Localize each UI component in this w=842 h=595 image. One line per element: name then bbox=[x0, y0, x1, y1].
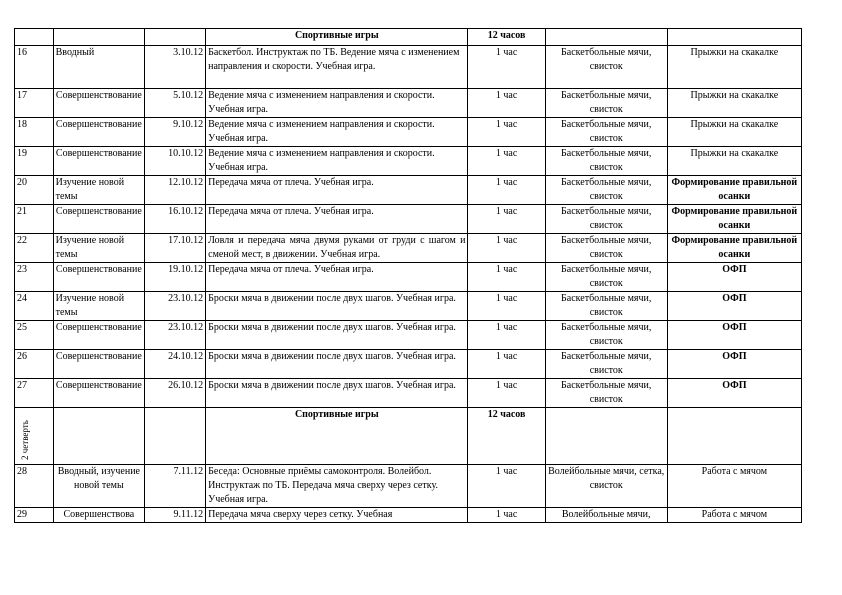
lesson-homework: ОФП bbox=[667, 350, 801, 379]
lesson-homework: Работа с мячом bbox=[667, 465, 801, 508]
lesson-hours: 1 час bbox=[468, 508, 545, 523]
section-title: Спортивные игры bbox=[206, 29, 468, 46]
lesson-content: Передача мяча от плеча. Учебная игра. bbox=[206, 263, 468, 292]
lesson-type: Совершенствова bbox=[53, 508, 145, 523]
lesson-date: 17.10.12 bbox=[145, 234, 206, 263]
empty-cell bbox=[53, 408, 145, 465]
quarter-label-cell bbox=[15, 408, 54, 465]
row-number: 26 bbox=[15, 350, 54, 379]
lesson-hours: 1 час bbox=[468, 147, 545, 176]
lesson-hours: 1 час bbox=[468, 234, 545, 263]
lesson-hours: 1 час bbox=[468, 292, 545, 321]
lesson-homework: Формирование правильной осанки bbox=[667, 234, 801, 263]
table-row bbox=[15, 46, 802, 89]
table-row bbox=[15, 292, 802, 321]
lesson-content: Ведение мяча с изменением направления и скорости. Учебная игра. bbox=[206, 118, 468, 147]
empty-cell bbox=[53, 29, 145, 46]
table-row bbox=[15, 321, 802, 350]
lesson-equipment: Баскетбольные мячи, свисток bbox=[545, 147, 667, 176]
lesson-date: 26.10.12 bbox=[145, 379, 206, 408]
lesson-content: Беседа: Основные приёмы самоконтроля. Волейбол. Инструктаж по ТБ. Передача мяча сверху через сетку. Учебная игра. bbox=[206, 465, 468, 508]
lesson-type: Изучение новой темы bbox=[53, 292, 145, 321]
table-row bbox=[15, 147, 802, 176]
row-number: 23 bbox=[15, 263, 54, 292]
lesson-date: 12.10.12 bbox=[145, 176, 206, 205]
lesson-equipment: Волейбольные мячи, сетка, свисток bbox=[545, 465, 667, 508]
lesson-content: Ловля и передача мяча двумя руками от груди с шагом и сменой мест, в движении. Учебная игра. bbox=[206, 234, 468, 263]
lesson-content: Броски мяча в движении после двух шагов. Учебная игра. bbox=[206, 379, 468, 408]
lesson-homework: Работа с мячом bbox=[667, 508, 801, 523]
lesson-type: Совершенствование bbox=[53, 89, 145, 118]
lesson-hours: 1 час bbox=[468, 350, 545, 379]
lesson-homework: Прыжки на скакалке bbox=[667, 118, 801, 147]
lesson-date: 9.11.12 bbox=[145, 508, 206, 523]
row-number: 22 bbox=[15, 234, 54, 263]
lesson-equipment: Волейбольные мячи, bbox=[545, 508, 667, 523]
lesson-hours: 1 час bbox=[468, 379, 545, 408]
section-hours: 12 часов bbox=[468, 29, 545, 46]
lesson-hours: 1 час bbox=[468, 46, 545, 89]
lesson-equipment: Баскетбольные мячи, свисток bbox=[545, 205, 667, 234]
lesson-content: Броски мяча в движении после двух шагов. Учебная игра. bbox=[206, 292, 468, 321]
lesson-date: 7.11.12 bbox=[145, 465, 206, 508]
lesson-type: Совершенствование bbox=[53, 118, 145, 147]
row-number: 29 bbox=[15, 508, 54, 523]
row-number: 24 bbox=[15, 292, 54, 321]
section-header-row bbox=[15, 29, 802, 46]
table-row bbox=[15, 118, 802, 147]
empty-cell bbox=[15, 29, 54, 46]
lesson-date: 19.10.12 bbox=[145, 263, 206, 292]
table-row bbox=[15, 379, 802, 408]
lesson-date: 24.10.12 bbox=[145, 350, 206, 379]
table-row bbox=[15, 89, 802, 118]
lesson-homework: ОФП bbox=[667, 321, 801, 350]
lesson-type: Совершенствование bbox=[53, 263, 145, 292]
lesson-hours: 1 час bbox=[468, 263, 545, 292]
lesson-homework: ОФП bbox=[667, 292, 801, 321]
lesson-homework: ОФП bbox=[667, 379, 801, 408]
empty-cell bbox=[145, 29, 206, 46]
table-row bbox=[15, 234, 802, 263]
table-row bbox=[15, 263, 802, 292]
row-number: 17 bbox=[15, 89, 54, 118]
row-number: 20 bbox=[15, 176, 54, 205]
lesson-equipment: Баскетбольные мячи, свисток bbox=[545, 234, 667, 263]
lesson-type: Изучение новой темы bbox=[53, 234, 145, 263]
lesson-type: Изучение новой темы bbox=[53, 176, 145, 205]
lesson-plan-table bbox=[14, 28, 802, 523]
lesson-type: Совершенствование bbox=[53, 379, 145, 408]
lesson-content: Баскетбол. Инструктаж по ТБ. Ведение мяча с изменением направления и скорости. Учебная игра. bbox=[206, 46, 468, 89]
lesson-equipment: Баскетбольные мячи, свисток bbox=[545, 321, 667, 350]
row-number: 27 bbox=[15, 379, 54, 408]
quarter-label: 2 четверть bbox=[20, 420, 30, 460]
lesson-content: Ведение мяча с изменением направления и скорости. Учебная игра. bbox=[206, 147, 468, 176]
lesson-homework: Формирование правильной осанки bbox=[667, 205, 801, 234]
row-number: 19 bbox=[15, 147, 54, 176]
lesson-equipment: Баскетбольные мячи, свисток bbox=[545, 292, 667, 321]
lesson-hours: 1 час bbox=[468, 205, 545, 234]
lesson-hours: 1 час bbox=[468, 321, 545, 350]
empty-cell bbox=[545, 29, 667, 46]
table-row bbox=[15, 508, 802, 523]
lesson-equipment: Баскетбольные мячи, свисток bbox=[545, 263, 667, 292]
lesson-hours: 1 час bbox=[468, 465, 545, 508]
table-row bbox=[15, 176, 802, 205]
quarter-header-row bbox=[15, 408, 802, 465]
empty-cell bbox=[667, 408, 801, 465]
row-number: 28 bbox=[15, 465, 54, 508]
lesson-type: Вводный, изучение новой темы bbox=[53, 465, 145, 508]
lesson-content: Передача мяча от плеча. Учебная игра. bbox=[206, 205, 468, 234]
table-row bbox=[15, 205, 802, 234]
lesson-equipment: Баскетбольные мячи, свисток bbox=[545, 46, 667, 89]
lesson-homework: Прыжки на скакалке bbox=[667, 89, 801, 118]
row-number: 25 bbox=[15, 321, 54, 350]
lesson-homework: ОФП bbox=[667, 263, 801, 292]
row-number: 21 bbox=[15, 205, 54, 234]
lesson-hours: 1 час bbox=[468, 118, 545, 147]
lesson-homework: Прыжки на скакалке bbox=[667, 46, 801, 89]
lesson-content: Броски мяча в движении после двух шагов. Учебная игра. bbox=[206, 321, 468, 350]
lesson-content: Передача мяча от плеча. Учебная игра. bbox=[206, 176, 468, 205]
lesson-date: 3.10.12 bbox=[145, 46, 206, 89]
lesson-content: Броски мяча в движении после двух шагов. Учебная игра. bbox=[206, 350, 468, 379]
lesson-type: Совершенствование bbox=[53, 321, 145, 350]
lesson-equipment: Баскетбольные мячи, свисток bbox=[545, 176, 667, 205]
table-row bbox=[15, 465, 802, 508]
section-hours: 12 часов bbox=[468, 408, 545, 465]
lesson-type: Совершенствование bbox=[53, 147, 145, 176]
lesson-equipment: Баскетбольные мячи, свисток bbox=[545, 118, 667, 147]
lesson-date: 9.10.12 bbox=[145, 118, 206, 147]
empty-cell bbox=[545, 408, 667, 465]
lesson-equipment: Баскетбольные мячи, свисток bbox=[545, 379, 667, 408]
lesson-date: 16.10.12 bbox=[145, 205, 206, 234]
row-number: 16 bbox=[15, 46, 54, 89]
empty-cell bbox=[667, 29, 801, 46]
lesson-homework: Прыжки на скакалке bbox=[667, 147, 801, 176]
row-number: 18 bbox=[15, 118, 54, 147]
lesson-equipment: Баскетбольные мячи, свисток bbox=[545, 89, 667, 118]
lesson-content: Передача мяча сверху через сетку. Учебная bbox=[206, 508, 468, 523]
table-row bbox=[15, 350, 802, 379]
empty-cell bbox=[145, 408, 206, 465]
lesson-content: Ведение мяча с изменением направления и скорости. Учебная игра. bbox=[206, 89, 468, 118]
lesson-hours: 1 час bbox=[468, 176, 545, 205]
lesson-date: 23.10.12 bbox=[145, 292, 206, 321]
section-title: Спортивные игры bbox=[206, 408, 468, 465]
lesson-date: 10.10.12 bbox=[145, 147, 206, 176]
lesson-type: Вводный bbox=[53, 46, 145, 89]
lesson-hours: 1 час bbox=[468, 89, 545, 118]
lesson-date: 23.10.12 bbox=[145, 321, 206, 350]
lesson-date: 5.10.12 bbox=[145, 89, 206, 118]
lesson-homework: Формирование правильной осанки bbox=[667, 176, 801, 205]
lesson-type: Совершенствование bbox=[53, 350, 145, 379]
lesson-equipment: Баскетбольные мячи, свисток bbox=[545, 350, 667, 379]
lesson-type: Совершенствование bbox=[53, 205, 145, 234]
